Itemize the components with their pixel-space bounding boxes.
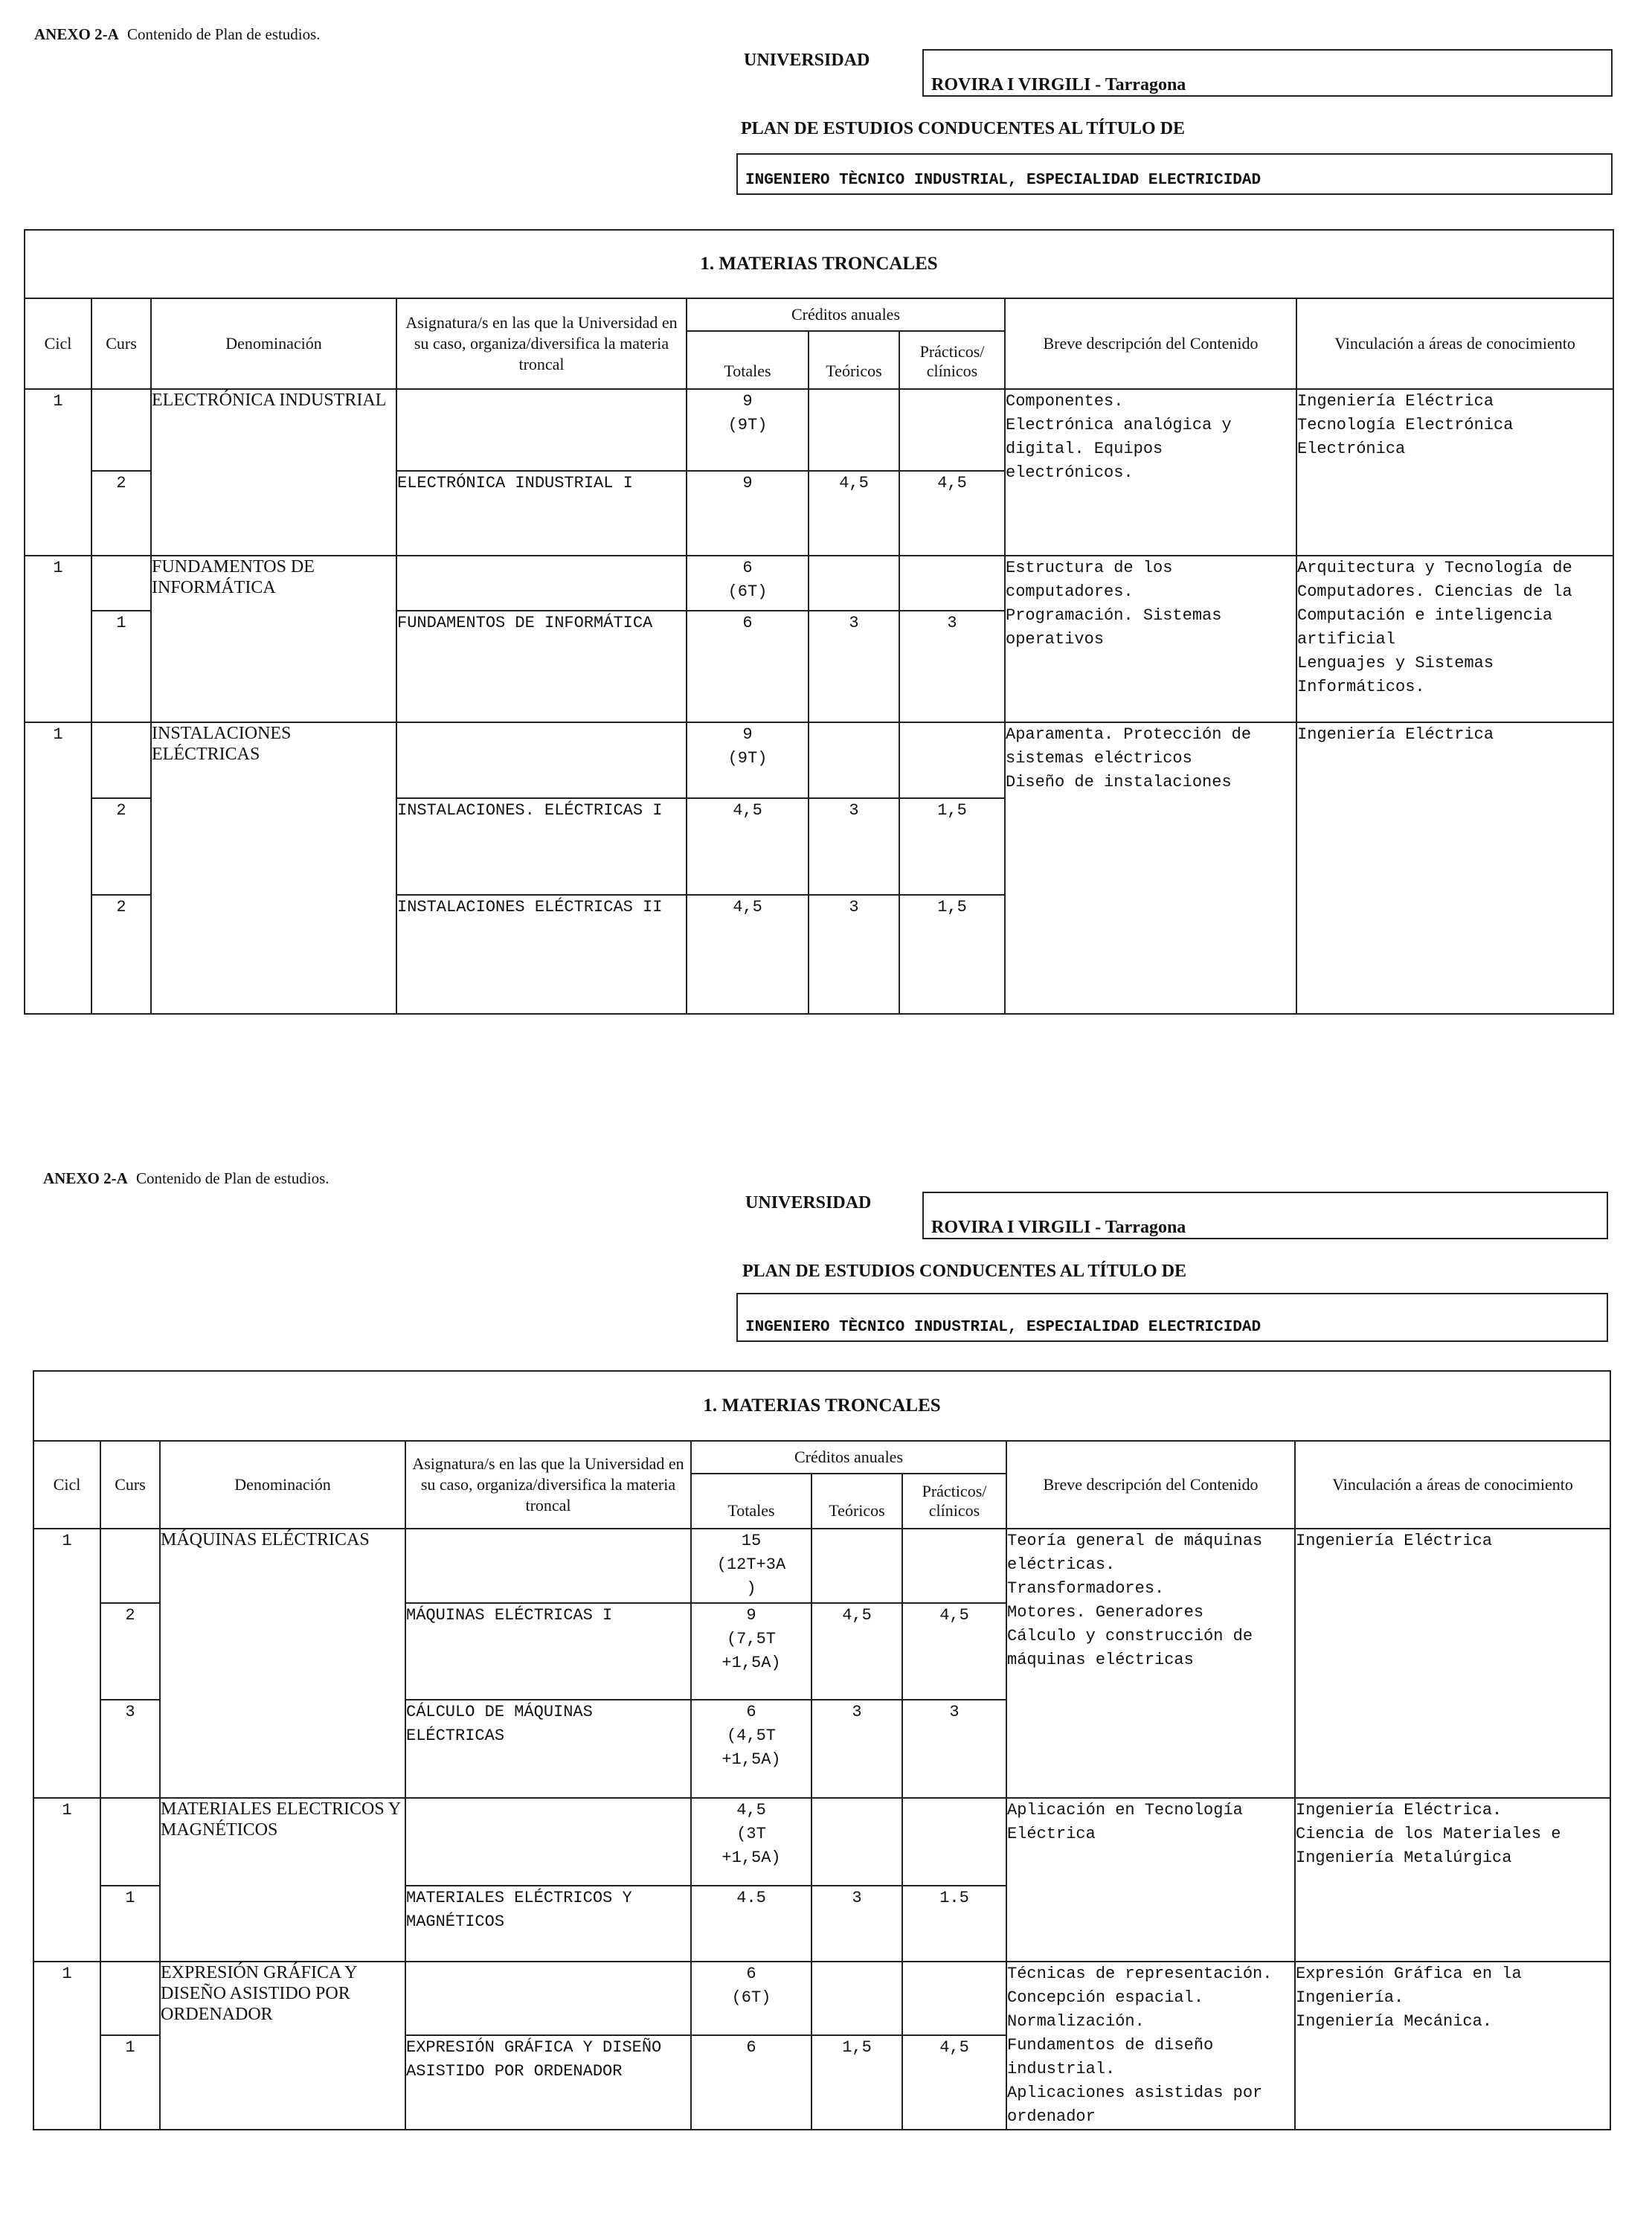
descripcion-cell: Estructura de los computadores. Programación. Sistemas operativos	[1005, 556, 1296, 722]
totales-cell: 9 (7,5T +1,5A)	[691, 1603, 811, 1700]
document-page-2	[0, 1116, 1652, 2209]
totales-cell: 6	[691, 2035, 811, 2130]
table-row	[25, 389, 1613, 471]
col-header-practicos: Prácticos/ clínicos	[899, 331, 1005, 389]
cicl-cell: 1	[33, 1962, 100, 2130]
curs-cell: 1	[91, 611, 151, 722]
practicos-cell	[899, 556, 1005, 611]
totales-cell: 4,5	[687, 895, 809, 1014]
teoricos-cell: 4,5	[811, 1603, 902, 1700]
practicos-cell: 3	[902, 1700, 1006, 1798]
col-header-descripcion: Breve descripción del Contenido	[1006, 1441, 1295, 1529]
practicos-cell	[899, 389, 1005, 471]
totales-cell: 6	[687, 611, 809, 722]
titulo-box: INGENIERO TÈCNICO INDUSTRIAL, ESPECIALIDAD ELECTRICIDAD	[736, 1293, 1608, 1342]
curs-cell: 2	[100, 1603, 160, 1700]
denominacion-cell: MÁQUINAS ELÉCTRICAS	[160, 1529, 405, 1798]
annex-label: ANEXO 2-A	[34, 25, 119, 43]
curs-cell	[100, 1962, 160, 2035]
col-header-cicl: Cicl	[25, 298, 91, 389]
descripcion-cell: Técnicas de representación. Concepción espacial. Normalización. Fundamentos de diseño industrial. Aplicaciones asistidas por ordenador	[1006, 1962, 1295, 2130]
practicos-cell: 4,5	[902, 1603, 1006, 1700]
teoricos-cell	[809, 556, 899, 611]
curs-cell	[100, 1798, 160, 1886]
curs-cell	[91, 556, 151, 611]
practicos-cell	[899, 722, 1005, 798]
practicos-cell	[902, 1798, 1006, 1886]
asignatura-cell	[405, 1962, 691, 2035]
denominacion-cell: FUNDAMENTOS DE INFORMÁTICA	[151, 556, 396, 722]
teoricos-cell	[809, 722, 899, 798]
annex-text: Contenido de Plan de estudios.	[127, 25, 321, 43]
table-row	[25, 722, 1613, 798]
col-header-teoricos: Teóricos	[811, 1474, 902, 1529]
teoricos-cell	[811, 1798, 902, 1886]
annex-heading	[43, 1169, 330, 1188]
section-title: 1. MATERIAS TRONCALES	[33, 1371, 1610, 1441]
col-header-creditos: Créditos anuales	[687, 298, 1005, 331]
annex-heading	[34, 25, 321, 44]
table-row	[33, 1529, 1610, 1603]
col-header-curs: Curs	[91, 298, 151, 389]
denominacion-cell: ELECTRÓNICA INDUSTRIAL	[151, 389, 396, 556]
universidad-label: UNIVERSIDAD	[744, 51, 870, 70]
cicl-cell: 1	[33, 1798, 100, 1962]
totales-cell: 4,5 (3T +1,5A)	[691, 1798, 811, 1886]
totales-cell: 15 (12T+3A )	[691, 1529, 811, 1603]
cicl-cell: 1	[25, 556, 91, 722]
asignatura-cell	[405, 1529, 691, 1603]
teoricos-cell: 3	[809, 895, 899, 1014]
col-header-denominacion: Denominación	[151, 298, 396, 389]
denominacion-cell: EXPRESIÓN GRÁFICA Y DISEÑO ASISTIDO POR ORDENADOR	[160, 1962, 405, 2130]
cicl-cell: 1	[25, 389, 91, 556]
curs-cell	[91, 722, 151, 798]
totales-cell: 9 (9T)	[687, 389, 809, 471]
practicos-cell: 1,5	[899, 798, 1005, 895]
totales-cell: 6 (6T)	[691, 1962, 811, 2035]
practicos-cell: 3	[899, 611, 1005, 722]
col-header-asignatura: Asignatura/s en las que la Universidad en su caso, organiza/diversifica la materia troncal	[396, 298, 687, 389]
vinculacion-cell: Ingeniería Eléctrica	[1296, 722, 1613, 1014]
curs-cell: 1	[100, 2035, 160, 2130]
col-header-descripcion: Breve descripción del Contenido	[1005, 298, 1296, 389]
descripcion-cell: Aparamenta. Protección de sistemas eléctricos Diseño de instalaciones	[1005, 722, 1296, 1014]
teoricos-cell: 3	[811, 1700, 902, 1798]
teoricos-cell	[811, 1529, 902, 1603]
curs-cell: 3	[100, 1700, 160, 1798]
universidad-box: ROVIRA I VIRGILI - Tarragona	[922, 1192, 1608, 1239]
asignatura-cell: INSTALACIONES ELÉCTRICAS II	[396, 895, 687, 1014]
teoricos-cell: 4,5	[809, 471, 899, 556]
vinculacion-cell: Expresión Gráfica en la Ingeniería. Ingeniería Mecánica.	[1295, 1962, 1610, 2130]
table-row	[25, 556, 1613, 611]
titulo-box: INGENIERO TÈCNICO INDUSTRIAL, ESPECIALIDAD ELECTRICIDAD	[736, 153, 1613, 195]
asignatura-cell: FUNDAMENTOS DE INFORMÁTICA	[396, 611, 687, 722]
totales-cell: 4,5	[687, 798, 809, 895]
table-row	[33, 1962, 1610, 2035]
col-header-asignatura: Asignatura/s en las que la Universidad en su caso, organiza/diversifica la materia troncal	[405, 1441, 691, 1529]
teoricos-cell	[809, 389, 899, 471]
curs-cell	[91, 389, 151, 471]
curs-cell	[100, 1529, 160, 1603]
practicos-cell	[902, 1962, 1006, 2035]
col-header-denominacion: Denominación	[160, 1441, 405, 1529]
col-header-creditos: Créditos anuales	[691, 1441, 1006, 1474]
asignatura-cell	[405, 1798, 691, 1886]
col-header-teoricos: Teóricos	[809, 331, 899, 389]
asignatura-cell: MÁQUINAS ELÉCTRICAS I	[405, 1603, 691, 1700]
totales-cell: 4.5	[691, 1886, 811, 1962]
col-header-totales: Totales	[687, 331, 809, 389]
table-row	[33, 1798, 1610, 1886]
descripcion-cell: Teoría general de máquinas eléctricas. Transformadores. Motores. Generadores Cálculo y construcción de máquinas eléctricas	[1006, 1529, 1295, 1798]
cicl-cell: 1	[33, 1529, 100, 1798]
vinculacion-cell: Ingeniería Eléctrica Tecnología Electrónica Electrónica	[1296, 389, 1613, 556]
universidad-box: ROVIRA I VIRGILI - Tarragona	[922, 49, 1613, 97]
teoricos-cell: 3	[809, 798, 899, 895]
asignatura-cell: EXPRESIÓN GRÁFICA Y DISEÑO ASISTIDO POR ORDENADOR	[405, 2035, 691, 2130]
asignatura-cell	[396, 389, 687, 471]
col-header-practicos: Prácticos/ clínicos	[902, 1474, 1006, 1529]
asignatura-cell: INSTALACIONES. ELÉCTRICAS I	[396, 798, 687, 895]
annex-text: Contenido de Plan de estudios.	[136, 1169, 330, 1187]
practicos-cell: 1.5	[902, 1886, 1006, 1962]
totales-cell: 6 (6T)	[687, 556, 809, 611]
practicos-cell	[902, 1529, 1006, 1603]
col-header-cicl: Cicl	[33, 1441, 100, 1529]
col-header-vinculacion: Vinculación a áreas de conocimiento	[1295, 1441, 1610, 1529]
curs-cell: 2	[91, 895, 151, 1014]
col-header-vinculacion: Vinculación a áreas de conocimiento	[1296, 298, 1613, 389]
plan-label: PLAN DE ESTUDIOS CONDUCENTES AL TÍTULO DE	[741, 119, 1186, 138]
teoricos-cell	[811, 1962, 902, 2035]
materias-troncales-table	[24, 229, 1614, 1015]
totales-cell: 6 (4,5T +1,5A)	[691, 1700, 811, 1798]
curs-cell: 1	[100, 1886, 160, 1962]
vinculacion-cell: Arquitectura y Tecnología de Computadores. Ciencias de la Computación e inteligencia artificial Lenguajes y Sistemas Informáticos.	[1296, 556, 1613, 722]
teoricos-cell: 3	[809, 611, 899, 722]
curs-cell: 2	[91, 798, 151, 895]
practicos-cell: 4,5	[899, 471, 1005, 556]
annex-label: ANEXO 2-A	[43, 1169, 128, 1187]
denominacion-cell: MATERIALES ELECTRICOS Y MAGNÉTICOS	[160, 1798, 405, 1962]
cicl-cell: 1	[25, 722, 91, 1014]
asignatura-cell	[396, 722, 687, 798]
curs-cell: 2	[91, 471, 151, 556]
plan-label: PLAN DE ESTUDIOS CONDUCENTES AL TÍTULO DE	[742, 1262, 1187, 1281]
materias-troncales-table	[33, 1370, 1611, 2130]
asignatura-cell: MATERIALES ELÉCTRICOS Y MAGNÉTICOS	[405, 1886, 691, 1962]
descripcion-cell: Componentes. Electrónica analógica y digital. Equipos electrónicos.	[1005, 389, 1296, 556]
practicos-cell: 4,5	[902, 2035, 1006, 2130]
descripcion-cell: Aplicación en Tecnología Eléctrica	[1006, 1798, 1295, 1962]
denominacion-cell: INSTALACIONES ELÉCTRICAS	[151, 722, 396, 1014]
col-header-curs: Curs	[100, 1441, 160, 1529]
teoricos-cell: 3	[811, 1886, 902, 1962]
totales-cell: 9	[687, 471, 809, 556]
teoricos-cell: 1,5	[811, 2035, 902, 2130]
document-page-1	[0, 0, 1652, 1101]
asignatura-cell	[396, 556, 687, 611]
universidad-label: UNIVERSIDAD	[745, 1193, 872, 1213]
totales-cell: 9 (9T)	[687, 722, 809, 798]
vinculacion-cell: Ingeniería Eléctrica. Ciencia de los Materiales e Ingeniería Metalúrgica	[1295, 1798, 1610, 1962]
section-title: 1. MATERIAS TRONCALES	[25, 230, 1613, 298]
practicos-cell: 1,5	[899, 895, 1005, 1014]
col-header-totales: Totales	[691, 1474, 811, 1529]
asignatura-cell: CÁLCULO DE MÁQUINAS ELÉCTRICAS	[405, 1700, 691, 1798]
vinculacion-cell: Ingeniería Eléctrica	[1295, 1529, 1610, 1798]
asignatura-cell: ELECTRÓNICA INDUSTRIAL I	[396, 471, 687, 556]
